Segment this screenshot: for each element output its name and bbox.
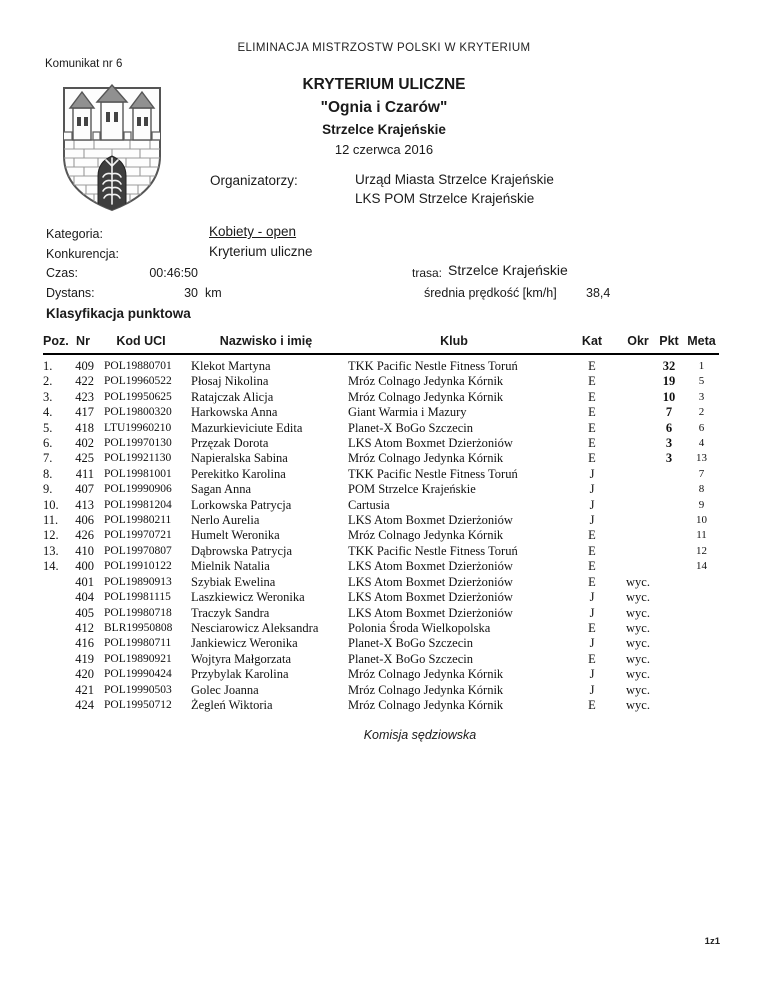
- dystans-value: 30: [184, 286, 198, 300]
- cell-name: Ratajczak Alicja: [191, 389, 274, 404]
- cell-nr: 424: [75, 697, 94, 712]
- cell-pkt: [654, 482, 684, 497]
- cell-pkt: [654, 467, 684, 482]
- cell-kod: BLR19950808: [104, 621, 173, 634]
- result-row: [43, 354, 719, 374]
- cell-klub: TKK Pacific Nestle Fitness Toruń: [348, 359, 518, 373]
- cell-kat: E: [588, 359, 596, 373]
- column-header-meta: Meta: [684, 334, 719, 354]
- cell-kod: POL19990906: [104, 483, 172, 496]
- cell-nr: 418: [75, 420, 94, 435]
- cell-poz: 4.: [43, 405, 53, 420]
- result-row: [43, 652, 719, 667]
- result-row: [43, 513, 719, 528]
- cell-kat: E: [588, 405, 596, 420]
- cell-klub: TKK Pacific Nestle Fitness Toruń: [348, 466, 518, 481]
- cell-pkt: [654, 606, 684, 621]
- cell-pkt: [654, 667, 684, 682]
- result-row: [43, 374, 719, 389]
- cell-meta: [684, 636, 719, 651]
- cell-nr: 419: [75, 651, 94, 666]
- cell-meta: 2: [698, 406, 705, 419]
- cell-pkt: 19: [662, 374, 676, 389]
- cell-okr: [622, 436, 654, 451]
- result-row: [43, 606, 719, 621]
- cell-nr: 421: [75, 682, 94, 697]
- cell-nr: 420: [75, 667, 94, 682]
- result-row: [43, 498, 719, 513]
- cell-poz: 2.: [43, 374, 53, 389]
- cell-kat: E: [588, 389, 596, 404]
- cell-poz: [43, 683, 70, 698]
- cell-kod: POL19981204: [104, 498, 172, 511]
- cell-klub: TKK Pacific Nestle Fitness Toruń: [348, 543, 518, 558]
- cell-pkt: [654, 636, 684, 651]
- race-date: 12 czerwca 2016: [334, 142, 434, 157]
- cell-pkt: [654, 544, 684, 559]
- cell-meta: 7: [698, 467, 705, 480]
- organizers-label: Organizatorzy:: [210, 173, 298, 188]
- cell-meta: 10: [696, 514, 707, 527]
- cell-klub: Mróz Colnago Jedynka Kórnik: [348, 528, 504, 543]
- cell-kat: E: [588, 451, 596, 466]
- cell-klub: Mróz Colnago Jedynka Kórnik: [348, 451, 504, 466]
- column-header-poz: Poz.: [43, 334, 70, 354]
- column-header-nr: Nr: [70, 334, 96, 354]
- result-row: [43, 421, 719, 436]
- cell-nr: 401: [75, 574, 94, 589]
- cell-pkt: 10: [662, 389, 676, 404]
- cell-poz: 13.: [43, 543, 59, 558]
- cell-kod: LTU19960210: [104, 421, 172, 434]
- cell-pkt: [654, 575, 684, 590]
- cell-pkt: [654, 559, 684, 574]
- cell-okr: [622, 513, 654, 528]
- organizer-name: LKS POM Strzelce Krajeńskie: [355, 191, 535, 206]
- cell-nr: 406: [75, 513, 94, 528]
- cell-okr: [622, 467, 654, 482]
- cell-kat: J: [589, 636, 595, 651]
- cell-nr: 412: [75, 620, 94, 635]
- cell-name: Mielnik Natalia: [191, 559, 270, 574]
- cell-kod: POL19980711: [104, 637, 172, 650]
- cell-poz: 5.: [43, 420, 53, 435]
- cell-klub: Planet-X BoGo Szczecin: [348, 636, 473, 651]
- kategoria-label: Kategoria:: [46, 227, 103, 241]
- column-header-okr: Okr: [622, 334, 654, 354]
- cell-okr: wyc.: [626, 574, 650, 589]
- cell-meta: [684, 652, 719, 667]
- cell-nr: 410: [75, 543, 94, 558]
- cell-poz: 14.: [43, 559, 59, 574]
- cell-okr: [622, 528, 654, 543]
- cell-klub: LKS Atom Boxmet Dzierżoniów: [348, 559, 513, 574]
- cell-meta: 11: [696, 529, 707, 542]
- cell-name: Mazurkieviciute Edita: [191, 420, 303, 435]
- cell-kod: POL19890913: [104, 575, 172, 588]
- cell-nr: 405: [75, 605, 94, 620]
- result-row: [43, 436, 719, 451]
- cell-kod: POL19970807: [104, 544, 172, 557]
- cell-okr: [622, 405, 654, 420]
- cell-klub: Mróz Colnago Jedynka Kórnik: [348, 389, 504, 404]
- cell-name: Przęzak Dorota: [191, 436, 269, 451]
- cell-kat: J: [589, 513, 595, 528]
- cell-pkt: 32: [662, 359, 676, 373]
- cell-poz: 6.: [43, 436, 53, 451]
- cell-pkt: 3: [665, 436, 673, 451]
- cell-pkt: [654, 498, 684, 513]
- cell-kod: POL19880701: [104, 360, 172, 372]
- cell-kat: E: [588, 543, 596, 558]
- cell-pkt: [654, 683, 684, 698]
- result-row: [43, 667, 719, 682]
- cell-klub: LKS Atom Boxmet Dzierżoniów: [348, 574, 513, 589]
- cell-kat: E: [588, 651, 596, 666]
- cell-okr: wyc.: [626, 605, 650, 620]
- table-header-row: [43, 334, 719, 354]
- cell-meta: 13: [696, 452, 707, 465]
- race-subtitle: "Ognia i Czarów": [320, 99, 448, 116]
- cell-kod: POL19890921: [104, 652, 172, 665]
- cell-pkt: [654, 621, 684, 636]
- cell-kat: E: [588, 574, 596, 589]
- cell-poz: [43, 667, 70, 682]
- cell-okr: [622, 482, 654, 497]
- cell-klub: Planet-X BoGo Szczecin: [348, 420, 473, 435]
- result-row: [43, 590, 719, 605]
- cell-klub: Mróz Colnago Jedynka Kórnik: [348, 697, 504, 712]
- cell-nr: 426: [75, 528, 94, 543]
- cell-okr: [622, 559, 654, 574]
- cell-nr: 413: [75, 497, 94, 512]
- cell-klub: POM Strzelce Krajeńskie: [348, 482, 476, 497]
- cell-kat: J: [589, 590, 595, 605]
- cell-poz: 9.: [43, 482, 53, 497]
- cell-nr: 407: [75, 482, 94, 497]
- cell-kat: J: [589, 482, 595, 497]
- cell-kat: E: [588, 420, 596, 435]
- cell-okr: [622, 390, 654, 405]
- average-speed-value: 38,4: [586, 286, 611, 300]
- result-row: [43, 544, 719, 559]
- cell-pkt: 7: [665, 405, 673, 420]
- result-row: [43, 451, 719, 466]
- cell-poz: 7.: [43, 451, 53, 466]
- cell-meta: 3: [698, 390, 705, 403]
- classification-section-title: Klasyfikacja punktowa: [46, 306, 191, 321]
- cell-klub: Mróz Colnago Jedynka Kórnik: [348, 374, 504, 389]
- komunikat-number: Komunikat nr 6: [45, 58, 123, 70]
- cell-name: Żegleń Wiktoria: [191, 697, 273, 712]
- cell-okr: [622, 498, 654, 513]
- cell-okr: wyc.: [626, 697, 650, 712]
- cell-name: Szybiak Ewelina: [191, 574, 276, 589]
- cell-poz: [43, 621, 70, 636]
- cell-kat: E: [588, 528, 596, 543]
- cell-nr: 404: [75, 590, 94, 605]
- cell-meta: 8: [698, 483, 705, 496]
- cell-pkt: [654, 513, 684, 528]
- cell-meta: [684, 575, 719, 590]
- cell-poz: 3.: [43, 389, 53, 404]
- cell-name: Traczyk Sandra: [191, 605, 270, 620]
- cell-meta: [684, 667, 719, 682]
- cell-poz: 12.: [43, 528, 59, 543]
- cell-okr: [622, 544, 654, 559]
- cell-kod: POL19990424: [104, 668, 172, 681]
- cell-kod: POL19950625: [104, 390, 172, 403]
- cell-name: Klekot Martyna: [191, 359, 271, 373]
- cell-okr: wyc.: [626, 667, 650, 682]
- cell-kod: POL19910122: [104, 560, 172, 573]
- cell-name: Laszkiewicz Weronika: [191, 590, 305, 605]
- cell-kat: E: [588, 436, 596, 451]
- judging-commission-note: Komisja sędziowska: [363, 728, 477, 742]
- result-row: [43, 683, 719, 698]
- cell-pkt: [654, 590, 684, 605]
- cell-okr: wyc.: [626, 590, 650, 605]
- cell-nr: 409: [75, 359, 94, 373]
- column-header-kat: Kat: [562, 334, 622, 354]
- cell-kat: E: [588, 697, 596, 712]
- cell-name: Perekitko Karolina: [191, 466, 286, 481]
- cell-okr: [622, 354, 654, 374]
- cell-okr: [622, 421, 654, 436]
- average-speed-label: średnia prędkość [km/h]: [424, 286, 557, 300]
- cell-kod: POL19950712: [104, 698, 172, 711]
- cell-nr: 400: [75, 559, 94, 574]
- cell-kat: J: [589, 466, 595, 481]
- column-header-name: Nazwisko i imię: [186, 334, 346, 354]
- race-title: KRYTERIUM ULICZNE: [302, 76, 466, 93]
- cell-meta: [684, 698, 719, 713]
- cell-pkt: [654, 528, 684, 543]
- cell-kat: J: [589, 682, 595, 697]
- trasa-value: Strzelce Krajeńskie: [448, 262, 568, 278]
- cell-nr: 402: [75, 436, 94, 451]
- dystans-label: Dystans:: [46, 286, 95, 300]
- cell-okr: [622, 451, 654, 466]
- cell-kat: J: [589, 497, 595, 512]
- organizer-name: Urząd Miasta Strzelce Krajeńskie: [355, 172, 554, 187]
- cell-kat: J: [589, 605, 595, 620]
- cell-poz: 10.: [43, 497, 59, 512]
- cell-nr: 417: [75, 405, 94, 420]
- cell-name: Nesciarowicz Aleksandra: [191, 620, 319, 635]
- cell-kod: POL19980211: [104, 514, 172, 527]
- cell-name: Nerlo Aurelia: [191, 513, 260, 528]
- dystans-unit: km: [205, 286, 222, 300]
- cell-name: Humelt Weronika: [191, 528, 280, 543]
- cell-klub: LKS Atom Boxmet Dzierżoniów: [348, 513, 513, 528]
- cell-meta: 12: [696, 544, 707, 557]
- cell-name: Lorkowska Patrycja: [191, 497, 292, 512]
- cell-okr: [622, 374, 654, 389]
- cell-kat: E: [588, 620, 596, 635]
- cell-name: Dąbrowska Patrycja: [191, 543, 293, 558]
- result-row: [43, 575, 719, 590]
- cell-okr: wyc.: [626, 636, 650, 651]
- result-row: [43, 698, 719, 713]
- cell-kod: POL19800320: [104, 406, 172, 419]
- result-row: [43, 405, 719, 420]
- result-row: [43, 467, 719, 482]
- cell-poz: [43, 606, 70, 621]
- cell-klub: Mróz Colnago Jedynka Kórnik: [348, 682, 504, 697]
- cell-okr: wyc.: [626, 620, 650, 635]
- result-row: [43, 636, 719, 651]
- cell-nr: 416: [75, 636, 94, 651]
- cell-poz: 8.: [43, 466, 53, 481]
- cell-meta: 4: [698, 437, 705, 450]
- cell-klub: LKS Atom Boxmet Dzierżoniów: [348, 605, 513, 620]
- cell-name: Płosaj Nikolina: [191, 374, 269, 389]
- czas-label: Czas:: [46, 266, 78, 280]
- cell-pkt: 3: [665, 451, 673, 466]
- cell-poz: 11.: [43, 513, 59, 528]
- cell-kod: POL19970721: [104, 529, 172, 542]
- cell-name: Wojtyra Małgorzata: [191, 651, 291, 666]
- cell-name: Jankiewicz Weronika: [191, 636, 298, 651]
- cell-kod: POL19990503: [104, 683, 172, 696]
- cell-pkt: 6: [665, 420, 673, 435]
- cell-klub: Giant Warmia i Mazury: [348, 405, 467, 420]
- czas-value: 00:46:50: [149, 266, 198, 280]
- cell-poz: [43, 575, 70, 590]
- cell-name: Napieralska Sabina: [191, 451, 288, 466]
- trasa-label: trasa:: [412, 266, 443, 280]
- cell-nr: 411: [75, 466, 94, 481]
- cell-pkt: [654, 652, 684, 667]
- result-row: [43, 559, 719, 574]
- konkurencja-label: Konkurencja:: [46, 247, 119, 261]
- event-series-title: ELIMINACJA MISTRZOSTW POLSKI W KRYTERIUM: [237, 42, 531, 54]
- cell-meta: [684, 683, 719, 698]
- cell-kat: E: [588, 374, 596, 389]
- cell-nr: 423: [75, 389, 94, 404]
- column-header-kod: Kod UCI: [96, 334, 186, 354]
- cell-nr: 422: [75, 374, 94, 389]
- cell-pkt: [654, 698, 684, 713]
- cell-name: Harkowska Anna: [191, 405, 278, 420]
- cell-name: Sagan Anna: [191, 482, 252, 497]
- cell-meta: [684, 606, 719, 621]
- column-header-klub: Klub: [346, 334, 562, 354]
- cell-poz: [43, 590, 70, 605]
- cell-klub: Cartusia: [348, 497, 390, 512]
- cell-klub: Polonia Środa Wielkopolska: [348, 620, 491, 635]
- cell-kod: POL19921130: [104, 452, 172, 465]
- column-header-pkt: Pkt: [654, 334, 684, 354]
- cell-meta: [684, 621, 719, 636]
- result-row: [43, 390, 719, 405]
- cell-klub: LKS Atom Boxmet Dzierżoniów: [348, 590, 513, 605]
- cell-name: Przybylak Karolina: [191, 667, 289, 682]
- konkurencja-value: Kryterium uliczne: [209, 244, 313, 259]
- cell-poz: [43, 652, 70, 667]
- race-city: Strzelce Krajeńskie: [322, 122, 446, 137]
- cell-poz: [43, 698, 70, 713]
- cell-klub: LKS Atom Boxmet Dzierżoniów: [348, 436, 513, 451]
- result-row: [43, 621, 719, 636]
- results-table: [43, 334, 719, 713]
- result-row: [43, 528, 719, 543]
- cell-meta: 1: [698, 360, 705, 372]
- cell-kod: POL19981001: [104, 467, 172, 480]
- cell-name: Golec Joanna: [191, 682, 259, 697]
- cell-meta: 14: [696, 560, 707, 573]
- cell-klub: Planet-X BoGo Szczecin: [348, 651, 473, 666]
- cell-kod: POL19981115: [104, 591, 171, 604]
- cell-kat: J: [589, 667, 595, 682]
- cell-kod: POL19960522: [104, 375, 172, 388]
- cell-meta: [684, 590, 719, 605]
- cell-klub: Mróz Colnago Jedynka Kórnik: [348, 667, 504, 682]
- cell-kod: POL19980718: [104, 606, 172, 619]
- cell-meta: 6: [698, 421, 705, 434]
- cell-poz: 1.: [43, 359, 53, 373]
- cell-okr: wyc.: [626, 682, 650, 697]
- cell-meta: 9: [698, 498, 705, 511]
- cell-okr: wyc.: [626, 651, 650, 666]
- cell-kat: E: [588, 559, 596, 574]
- result-row: [43, 482, 719, 497]
- cell-meta: 5: [698, 375, 705, 388]
- kategoria-value: Kobiety - open: [209, 224, 297, 239]
- page-number: 1z1: [704, 936, 720, 947]
- cell-poz: [43, 636, 70, 651]
- cell-nr: 425: [75, 451, 94, 466]
- cell-kod: POL19970130: [104, 437, 172, 450]
